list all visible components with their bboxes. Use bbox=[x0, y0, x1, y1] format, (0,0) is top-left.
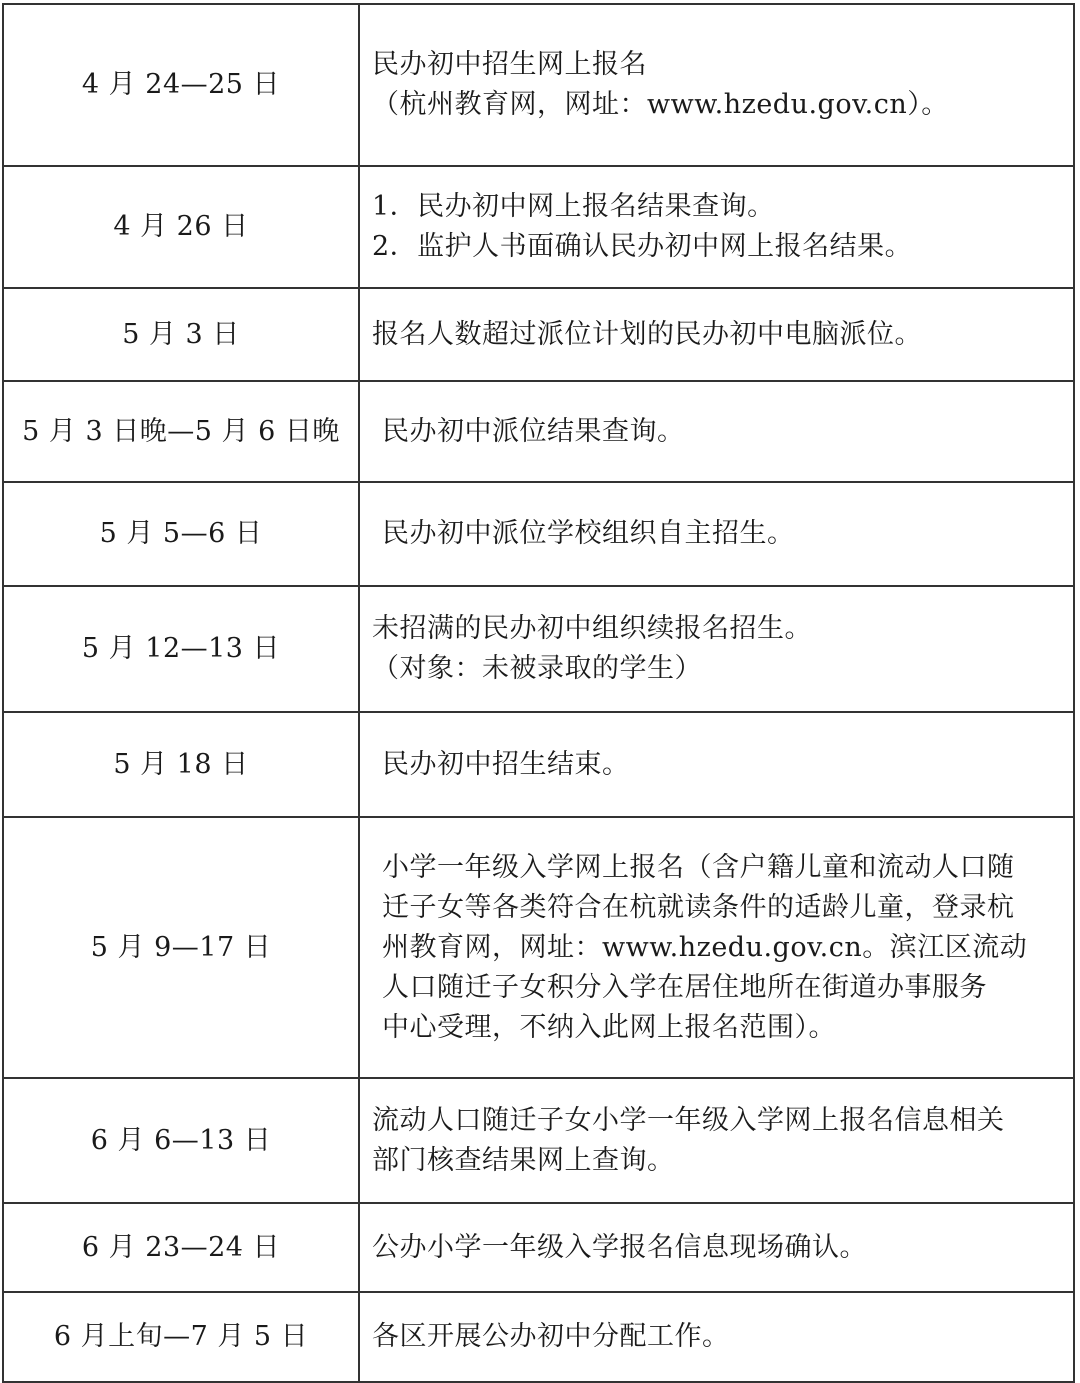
event-line: 部门核查结果网上查询。 bbox=[372, 1144, 675, 1176]
table-row bbox=[3, 1292, 1074, 1382]
table-row bbox=[3, 1203, 1074, 1292]
event-cell bbox=[359, 1292, 1074, 1382]
event-line: （杭州教育网，网址：www.hzedu.gov.cn）。 bbox=[372, 89, 949, 120]
event-cell bbox=[359, 586, 1074, 712]
event-line: 中心受理，不纳入此网上报名范围）。 bbox=[382, 1011, 836, 1043]
event-cell bbox=[359, 4, 1074, 166]
date-cell: 6 月 23—24 日 bbox=[3, 1203, 359, 1292]
event-line: 公办小学一年级入学报名信息现场确认。 bbox=[372, 1231, 867, 1263]
enrollment-schedule-table bbox=[2, 3, 1075, 1383]
event-line: 报名人数超过派位计划的民办初中电脑派位。 bbox=[372, 318, 922, 350]
event-cell bbox=[359, 381, 1074, 482]
event-cell bbox=[359, 288, 1074, 381]
event-line: 2．监护人书面确认民办初中网上报名结果。 bbox=[372, 231, 913, 262]
event-line: 民办初中招生网上报名 bbox=[372, 49, 647, 80]
event-cell bbox=[359, 1078, 1074, 1203]
event-line: 州教育网，网址：www.hzedu.gov.cn。滨江区流动 bbox=[382, 931, 1028, 963]
table-row bbox=[3, 586, 1074, 712]
table-row bbox=[3, 482, 1074, 586]
event-cell bbox=[359, 166, 1074, 288]
event-line: 各区开展公办初中分配工作。 bbox=[372, 1321, 730, 1352]
date-cell: 5 月 3 日 bbox=[3, 288, 359, 381]
event-cell bbox=[359, 712, 1074, 817]
event-line: 人口随迁子女积分入学在居住地所在街道办事服务 bbox=[382, 971, 987, 1003]
date-cell: 6 月 6—13 日 bbox=[3, 1078, 359, 1203]
event-line: 流动人口随迁子女小学一年级入学网上报名信息相关 bbox=[372, 1104, 1005, 1136]
date-cell: 5 月 3 日晚—5 月 6 日晚 bbox=[3, 381, 359, 482]
table-row bbox=[3, 288, 1074, 381]
table-row bbox=[3, 166, 1074, 288]
event-line: 民办初中招生结束。 bbox=[382, 748, 630, 780]
table-row bbox=[3, 381, 1074, 482]
date-cell: 5 月 9—17 日 bbox=[3, 817, 359, 1078]
date-cell: 5 月 5—6 日 bbox=[3, 482, 359, 586]
date-cell: 4 月 24—25 日 bbox=[3, 4, 359, 166]
date-cell: 6 月上旬—7 月 5 日 bbox=[3, 1292, 359, 1382]
event-cell bbox=[359, 1203, 1074, 1292]
event-line: 民办初中派位学校组织自主招生。 bbox=[382, 518, 795, 549]
event-line: （对象：未被录取的学生） bbox=[372, 653, 702, 684]
event-line: 未招满的民办初中组织续报名招生。 bbox=[372, 613, 812, 644]
event-line: 民办初中派位结果查询。 bbox=[382, 415, 685, 447]
table-row bbox=[3, 712, 1074, 817]
event-cell bbox=[359, 817, 1074, 1078]
date-cell: 5 月 12—13 日 bbox=[3, 586, 359, 712]
event-line: 小学一年级入学网上报名（含户籍儿童和流动人口随 bbox=[382, 851, 1015, 883]
event-line: 1．民办初中网上报名结果查询。 bbox=[372, 191, 775, 222]
date-cell: 4 月 26 日 bbox=[3, 166, 359, 288]
event-line: 迁子女等各类符合在杭就读条件的适龄儿童，登录杭 bbox=[382, 891, 1015, 923]
date-cell: 5 月 18 日 bbox=[3, 712, 359, 817]
table-row bbox=[3, 817, 1074, 1078]
table-row bbox=[3, 1078, 1074, 1203]
table-row bbox=[3, 4, 1074, 166]
event-cell bbox=[359, 482, 1074, 586]
